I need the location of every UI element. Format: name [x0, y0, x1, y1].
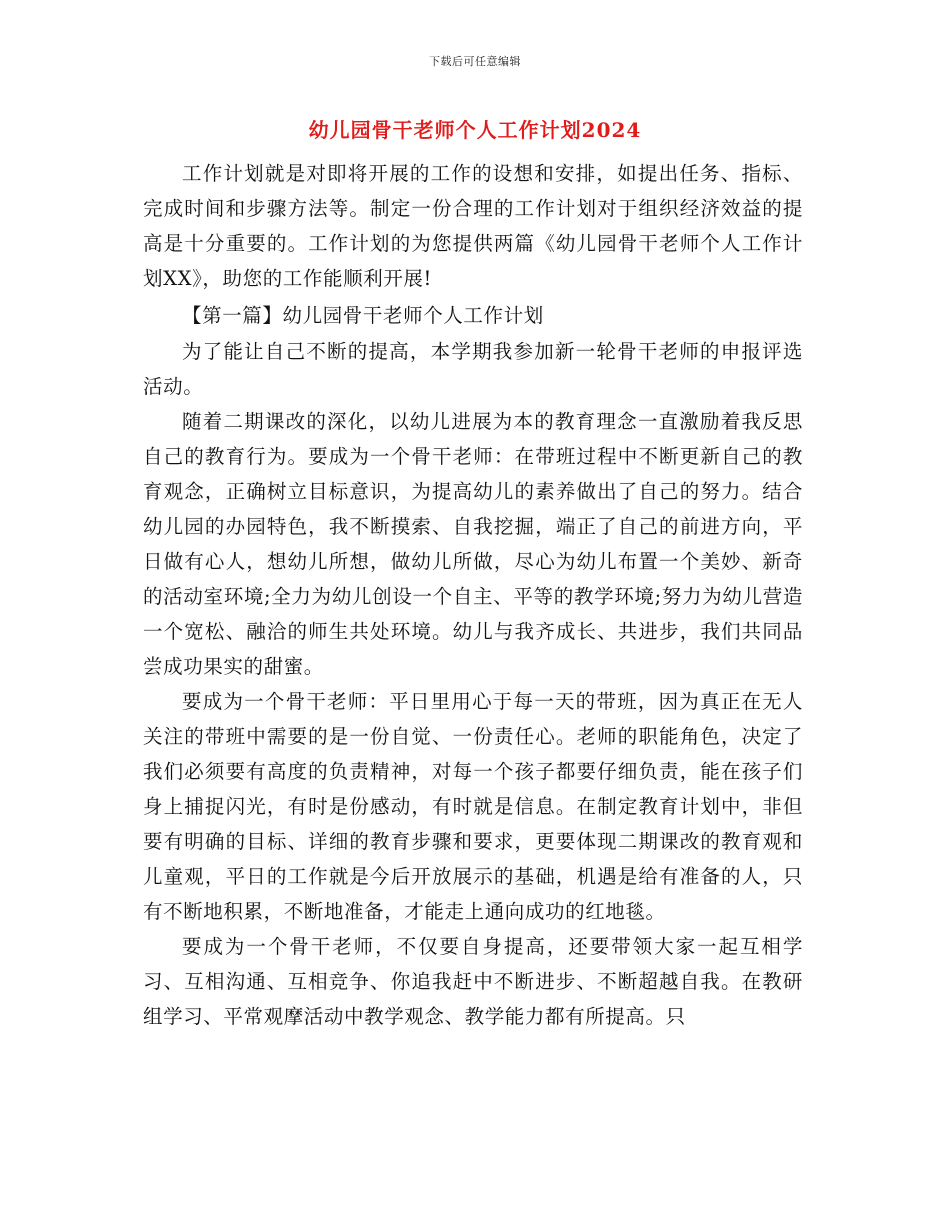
intro-paragraph: 工作计划就是对即将开展的工作的设想和安排，如提出任务、指标、完成时间和步骤方法等。制定一份合理的工作计划对于组织经济效益的提高是十分重要的。工作计划的为您提供两篇《幼儿园骨干老师个人工作计划XX》，助您的工作能顺利开展! [143, 162, 803, 290]
body-paragraph: 为了能让自己不断的提高，本学期我参加新一轮骨干老师的申报评选活动。 [143, 340, 803, 398]
section-heading: 【第一篇】幼儿园骨干老师个人工作计划 [182, 304, 544, 327]
body-paragraph: 随着二期课改的深化，以幼儿进展为本的教育理念一直激励着我反思自己的教育行为。要成为一个骨干老师：在带班过程中不断更新自己的教育观念，正确树立目标意识，为提高幼儿的素养做出了自己的努力。结合幼儿园的办园特色，我不断摸索、自我挖掘，端正了自己的前进方向，平日做有心人，想幼儿所想，做幼儿所做，尽心为幼儿布置一个美妙、新奇的活动室环境;全力为幼儿创设一个自主、平等的教学环境;努力为幼儿营造一个宽松、融洽的师生共处环境。幼儿与我齐成长、共进步，我们共同品尝成功果实的甜蜜。 [143, 410, 803, 678]
body-paragraph: 要成为一个骨干老师：平日里用心于每一天的带班，因为真正在无人关注的带班中需要的是一份自觉、一份责任心。老师的职能角色，决定了我们必须要有高度的负责精神，对每一个孩子都要仔细负责，能在孩子们身上捕捉闪光，有时是份感动，有时就是信息。在制定教育计划中，非但要有明确的目标、详细的教育步骤和要求，更要体现二期课改的教育观和儿童观，平日的工作就是今后开放展示的基础，机遇是给有准备的人，只有不断地积累，不断地准备，才能走上通向成功的红地毯。 [143, 690, 803, 923]
document-body [143, 156, 803, 1034]
header-note: 下载后可任意编辑 [429, 55, 521, 68]
body-paragraph: 要成为一个骨干老师，不仅要自身提高，还要带领大家一起互相学习、互相沟通、互相竞争、你追我赶中不断进步、不断超越自我。在教研组学习、平常观摩活动中教学观念、教学能力都有所提高。只 [143, 935, 803, 1028]
document-title: 幼儿园骨干老师个人工作计划2024 [308, 118, 642, 142]
